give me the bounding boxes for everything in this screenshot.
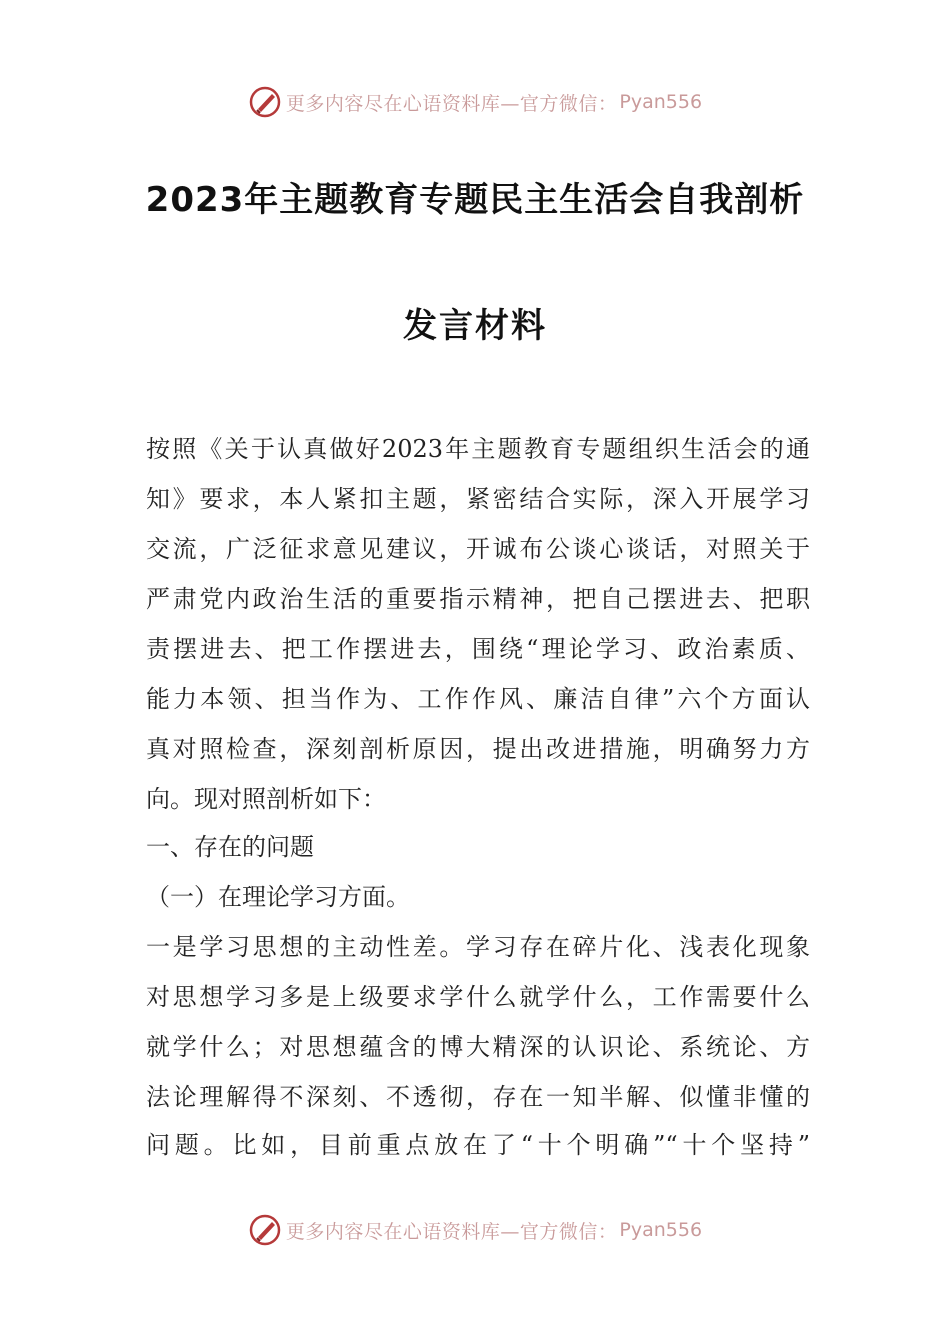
body-line: 一是学习思想的主动性差。学习存在碎片化、浅表化现象 xyxy=(146,933,810,961)
body-line: 真对照检查，深刻剖析原因，提出改进措施，明确努力方 xyxy=(146,735,810,763)
document-title: 2023年主题教育专题民主生活会自我剖析 xyxy=(145,180,805,220)
watermark-wechat: Pyan556 xyxy=(619,1219,703,1241)
watermark-banner-top xyxy=(0,82,950,122)
body-line: 按照《关于认真做好2023年主题教育专题组织生活会的通 xyxy=(146,435,810,463)
body-line: 严肃党内政治生活的重要指示精神，把自己摆进去、把职 xyxy=(146,585,810,613)
body-line: 向。现对照剖析如下： xyxy=(146,785,386,813)
body-line: 法论理解得不深刻、不透彻，存在一知半解、似懂非懂的 xyxy=(146,1083,810,1111)
watermark-text: 更多内容尽在心语资料库—官方微信： xyxy=(285,1220,618,1243)
body-line: 就学什么；对思想蕴含的博大精深的认识论、系统论、方 xyxy=(146,1033,810,1061)
pen-logo-icon xyxy=(248,85,282,119)
body-line: 交流，广泛征求意见建议，开诚布公谈心谈话，对照关于 xyxy=(146,535,810,563)
watermark-wechat: Pyan556 xyxy=(619,91,703,113)
section-heading: 一、存在的问题 xyxy=(146,833,314,861)
body-line: 知》要求，本人紧扣主题，紧密结合实际，深入开展学习 xyxy=(146,485,810,513)
body-line: 责摆进去、把工作摆进去，围绕“理论学习、政治素质、 xyxy=(146,635,810,663)
pen-logo-icon xyxy=(248,1213,282,1247)
body-line: 能力本领、担当作为、工作作风、廉洁自律”六个方面认 xyxy=(146,685,810,713)
body-line: 问题。比如，目前重点放在了“十个明确”“十个坚持” xyxy=(146,1131,810,1159)
subsection-heading: （一）在理论学习方面。 xyxy=(146,883,410,911)
document-subtitle: 发言材料 xyxy=(403,306,547,346)
watermark-text: 更多内容尽在心语资料库—官方微信： xyxy=(285,92,618,115)
body-line: 对思想学习多是上级要求学什么就学什么，工作需要什么 xyxy=(146,983,810,1011)
watermark-banner-bottom xyxy=(0,1210,950,1250)
